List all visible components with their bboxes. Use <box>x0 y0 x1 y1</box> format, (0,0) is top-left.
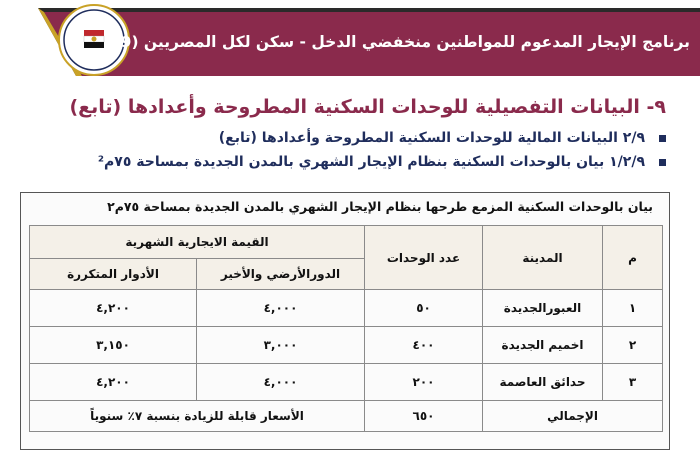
cell-num: ١ <box>603 290 663 327</box>
banner-title: برنامج الإيجار المدعوم للمواطنين منخفضي الدخل - سكن لكل المصريين (9) <box>113 33 690 51</box>
total-label: الإجمالي <box>483 401 663 432</box>
cell-repeat: ٣,١٥٠ <box>30 327 197 364</box>
header-num: م <box>603 226 663 290</box>
table-row <box>30 327 663 364</box>
cell-units: ٤٠٠ <box>365 327 483 364</box>
header-units: عدد الوحدات <box>365 226 483 290</box>
header-city: المدينة <box>483 226 603 290</box>
section-heading: ٩- البيانات التفصيلية للوحدات السكنية المطروحة وأعدادها (تابع) <box>69 96 666 118</box>
bullet-item <box>26 150 666 174</box>
rental-table-panel <box>20 192 670 450</box>
table-row <box>30 364 663 401</box>
cell-city: اخميم الجديدة <box>483 327 603 364</box>
cell-num: ٢ <box>603 327 663 364</box>
cell-city: العبورالجديدة <box>483 290 603 327</box>
square-bullet-icon <box>659 135 666 142</box>
header-banner <box>0 0 700 76</box>
cell-num: ٣ <box>603 364 663 401</box>
table-row <box>30 290 663 327</box>
price-increase-note: الأسعار قابلة للزيادة بنسبة ٧٪ سنوياً <box>30 401 365 432</box>
cell-repeat: ٤,٢٠٠ <box>30 364 197 401</box>
bullet-text: ١/٢/٩ بيان بالوحدات السكنية بنظام الإيجار الشهري بالمدن الجديدة بمساحة ٧٥م² <box>97 154 645 170</box>
bullet-list <box>26 126 666 174</box>
header-rent-group: القيمة الايجارية الشهرية <box>30 226 365 259</box>
cell-ground: ٤,٠٠٠ <box>197 290 365 327</box>
square-bullet-icon <box>659 159 666 166</box>
cell-ground: ٤,٠٠٠ <box>197 364 365 401</box>
cell-repeat: ٤,٢٠٠ <box>30 290 197 327</box>
cell-ground: ٣,٠٠٠ <box>197 327 365 364</box>
bullet-text: ٢/٩ البيانات المالية للوحدات السكنية المطروحة وأعدادها (تابع) <box>218 130 645 146</box>
total-row <box>30 401 663 432</box>
table-caption: بيان بالوحدات السكنية المزمع طرحها بنظام الإيجار الشهري بالمدن الجديدة بمساحة ٧٥م٢ <box>107 199 653 214</box>
rental-units-table <box>29 225 663 432</box>
cell-units: ٢٠٠ <box>365 364 483 401</box>
cell-units: ٥٠ <box>365 290 483 327</box>
header-ground-floor: الدورالأرضي والأخير <box>197 259 365 290</box>
cell-city: حدائق العاصمة <box>483 364 603 401</box>
total-units: ٦٥٠ <box>365 401 483 432</box>
header-repeated-floors: الأدوار المتكررة <box>30 259 197 290</box>
bullet-item <box>26 126 666 150</box>
